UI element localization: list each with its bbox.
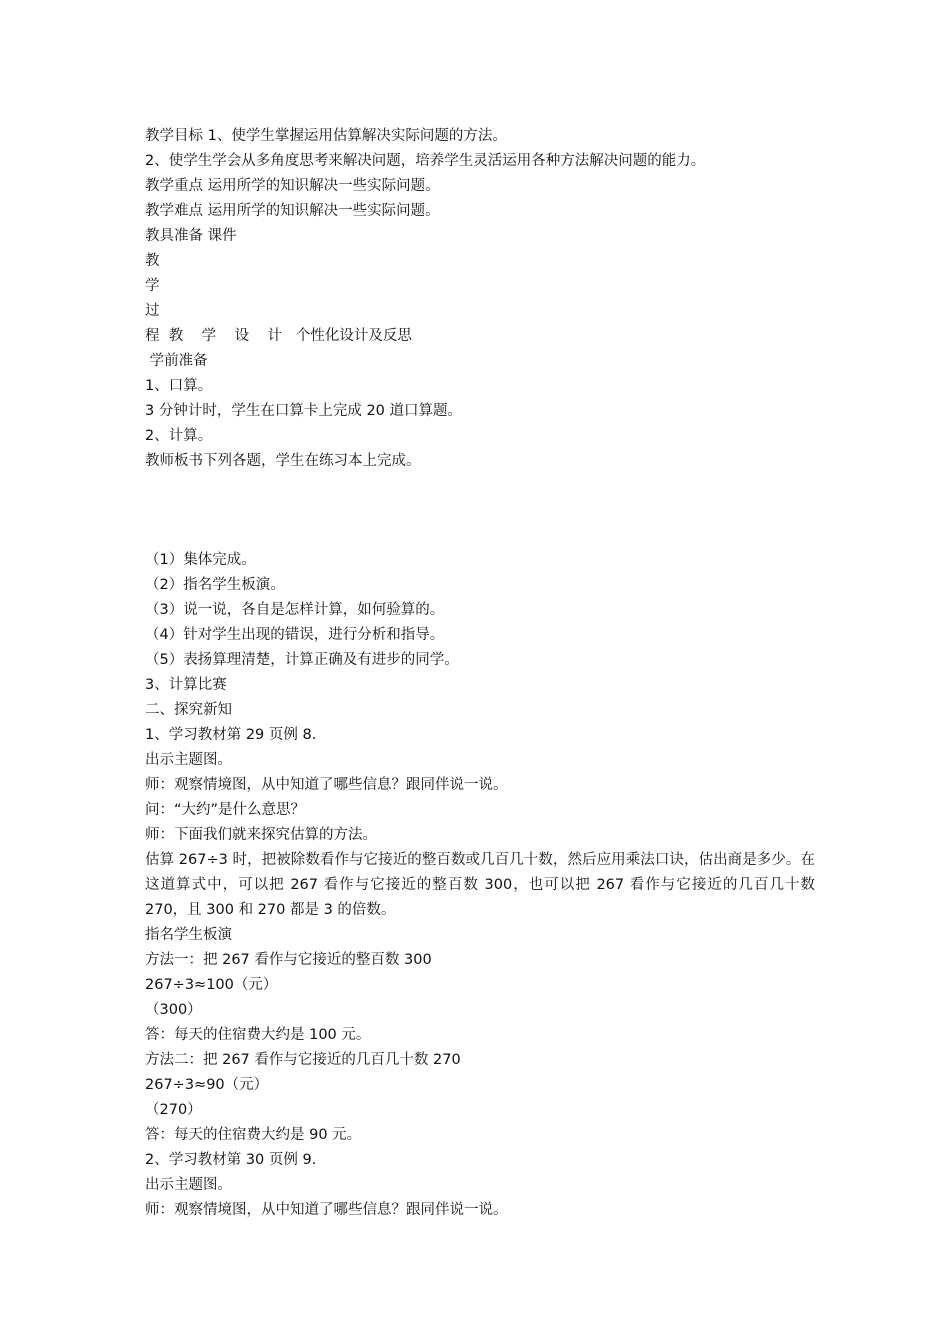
vertical-label-char: 过 <box>145 303 160 319</box>
list-item: 师：观察情境图，从中知道了哪些信息？跟同伴说一说。 <box>145 1202 508 1218</box>
teaching-focus-line: 教学重点 运用所学的知识解决一些实际问题。 <box>145 178 440 194</box>
list-item: （2）指名学生板演。 <box>145 577 285 593</box>
estimation-paragraph: 估算 267÷3 时，把被除数看作与它接近的整百数或几百几十数，然后应用乘法口诀，估出商是多少。在这道算式中，可以把 267 看作与它接近的整百数 300，也可以把 267 看作与它接近的几百几十数 270，且 300 和 270 都是 3 的倍数。 <box>145 852 815 918</box>
section-heading: 学前准备 <box>145 353 208 369</box>
top-text-block <box>145 124 815 474</box>
list-item: 教师板书下列各题，学生在练习本上完成。 <box>145 453 421 469</box>
list-item: 1、学习教材第 29 页例 8. <box>145 727 317 743</box>
list-item: 3 分钟计时，学生在口算卡上完成 20 道口算题。 <box>145 403 463 419</box>
list-item: 方法二：把 267 看作与它接近的几百几十数 270 <box>145 1052 461 1068</box>
list-item: （1）集体完成。 <box>145 552 256 568</box>
section-heading: 二、探究新知 <box>145 702 232 718</box>
list-item: 师：下面我们就来探究估算的方法。 <box>145 827 377 843</box>
list-item: 指名学生板演 <box>145 927 232 943</box>
answer-line: 答：每天的住宿费大约是 100 元。 <box>145 1027 371 1043</box>
list-item: 1、口算。 <box>145 378 213 394</box>
teaching-difficulty-line: 教学难点 运用所学的知识解决一些实际问题。 <box>145 203 440 219</box>
teaching-tools-line: 教具准备 课件 <box>145 228 237 244</box>
equation-note: （300） <box>145 1002 202 1018</box>
list-item: 方法一：把 267 看作与它接近的整百数 300 <box>145 952 432 968</box>
list-item: 出示主题图。 <box>145 752 232 768</box>
vertical-label-char: 学 <box>145 278 160 294</box>
list-item: 出示主题图。 <box>145 1177 232 1193</box>
equation-note: （270） <box>145 1102 202 1118</box>
teaching-goal-line-2: 2、使学生学会从多角度思考来解决问题，培养学生灵活运用各种方法解决问题的能力。 <box>145 153 706 169</box>
list-item: 3、计算比赛 <box>145 677 227 693</box>
list-item: （3）说一说，各自是怎样计算，如何验算的。 <box>145 602 445 618</box>
bottom-text-block <box>145 548 815 1223</box>
list-item: 2、学习教材第 30 页例 9. <box>145 1152 317 1168</box>
list-item: （4）针对学生出现的错误，进行分析和指导。 <box>145 627 445 643</box>
list-item: 2、计算。 <box>145 428 213 444</box>
vertical-label-char: 教 <box>145 253 160 269</box>
equation-line: 267÷3≈90（元） <box>145 1077 269 1093</box>
answer-line: 答：每天的住宿费大约是 90 元。 <box>145 1127 362 1143</box>
list-item: 问：“大约”是什么意思？ <box>145 802 306 818</box>
list-item: （5）表扬算理清楚，计算正确及有进步的同学。 <box>145 652 459 668</box>
equation-line: 267÷3≈100（元） <box>145 977 278 993</box>
design-header-line: 程 教 学 设 计 个性化设计及反思 <box>145 328 412 344</box>
list-item: 师：观察情境图，从中知道了哪些信息？跟同伴说一说。 <box>145 777 508 793</box>
teaching-goal-line: 教学目标 1、使学生掌握运用估算解决实际问题的方法。 <box>145 128 507 144</box>
